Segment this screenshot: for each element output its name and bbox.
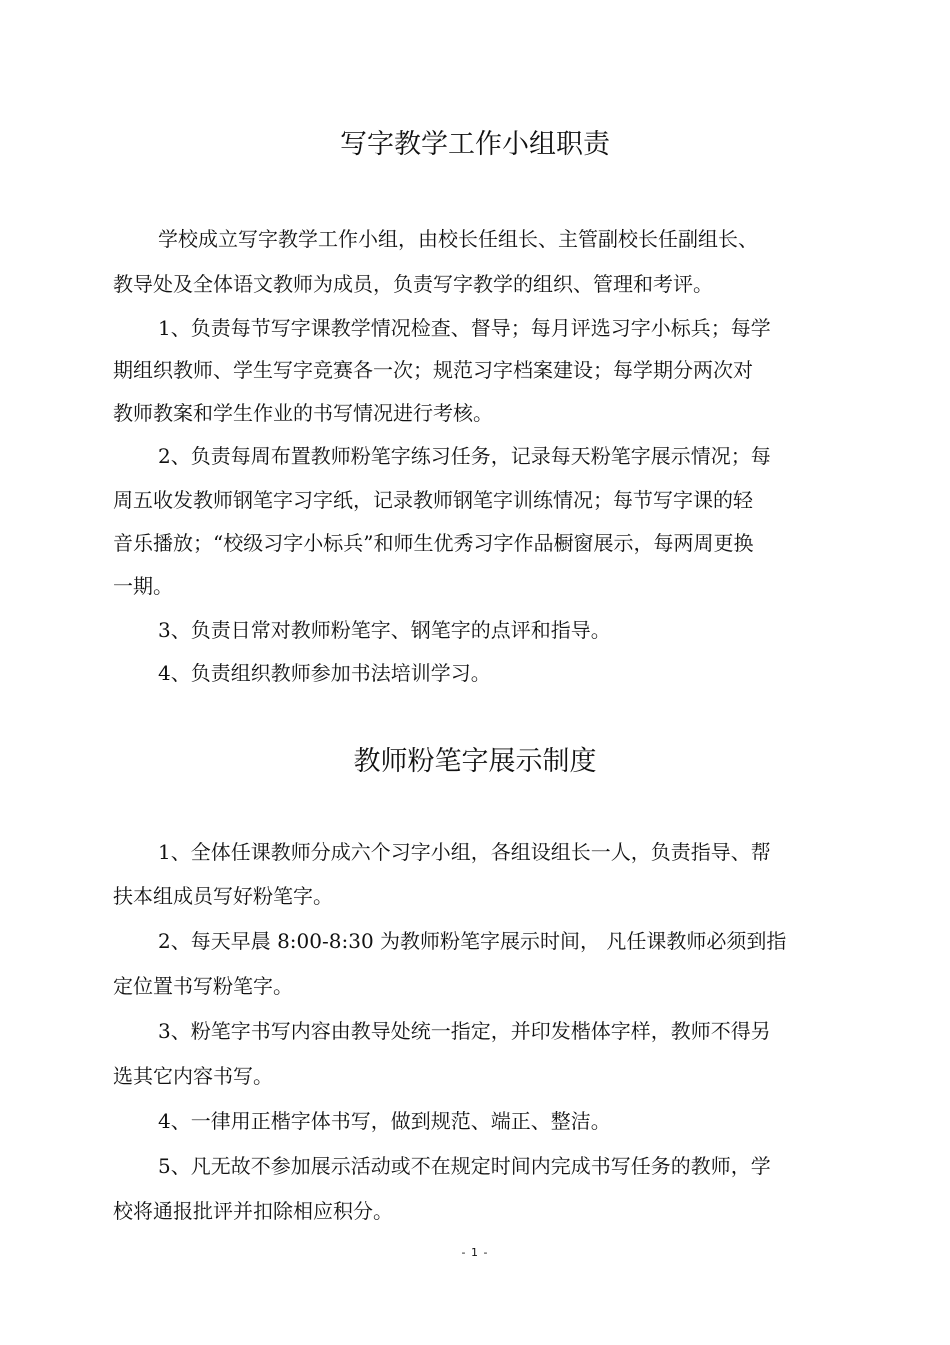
section1-item2-line-4: 一期。 <box>113 574 173 598</box>
section1-intro-line-1: 学校成立写字教学工作小组，由校长任组长、主管副校长任副组长、 <box>158 227 758 251</box>
section2-item1-line-2: 扶本组成员写好粉笔字。 <box>113 884 333 908</box>
section1-intro-line-2: 教导处及全体语文教师为成员，负责写字教学的组织、管理和考评。 <box>113 272 713 296</box>
section1-item2-line-3: 音乐播放；“校级习字小标兵”和师生优秀习字作品橱窗展示，每两周更换 <box>113 531 754 555</box>
section1-title: 写字教学工作小组职责 <box>340 129 610 160</box>
section2-item2-line-2: 定位置书写粉笔字。 <box>113 974 293 998</box>
section1-item2-line-1: 2、负责每周布置教师粉笔字练习任务，记录每天粉笔字展示情况；每 <box>158 444 771 468</box>
section1-item2-line-2: 周五收发教师钢笔字习字纸，记录教师钢笔字训练情况；每节写字课的轻 <box>113 488 753 512</box>
section2-item5-line-2: 校将通报批评并扣除相应积分。 <box>113 1199 393 1223</box>
section2-item5-line-1: 5、凡无故不参加展示活动或不在规定时间内完成书写任务的教师，学 <box>158 1154 771 1178</box>
section2-item1-line-1: 1、全体任课教师分成六个习字小组，各组设组长一人，负责指导、帮 <box>158 840 771 864</box>
section1-item3: 3、负责日常对教师粉笔字、钢笔字的点评和指导。 <box>158 618 611 642</box>
page-number: - 1 - <box>461 1246 489 1259</box>
section2-item3-line-1: 3、粉笔字书写内容由教导处统一指定，并印发楷体字样，教师不得另 <box>158 1019 771 1043</box>
section1-item1-line-3: 教师教案和学生作业的书写情况进行考核。 <box>113 401 493 425</box>
section1-item1-line-2: 期组织教师、学生写字竞赛各一次；规范习字档案建设；每学期分两次对 <box>113 358 753 382</box>
section2-item4: 4、一律用正楷字体书写，做到规范、端正、整洁。 <box>158 1109 611 1133</box>
section1-item1-line-1: 1、负责每节写字课教学情况检查、督导；每月评选习字小标兵；每学 <box>158 316 771 340</box>
section2-title: 教师粉笔字展示制度 <box>353 746 597 777</box>
section2-item3-line-2: 选其它内容书写。 <box>113 1064 273 1088</box>
section2-item2-line-1: 2、每天早晨 8:00-8:30 为教师粉笔字展示时间， 凡任课教师必须到指 <box>158 929 787 953</box>
section1-item4: 4、负责组织教师参加书法培训学习。 <box>158 661 491 685</box>
